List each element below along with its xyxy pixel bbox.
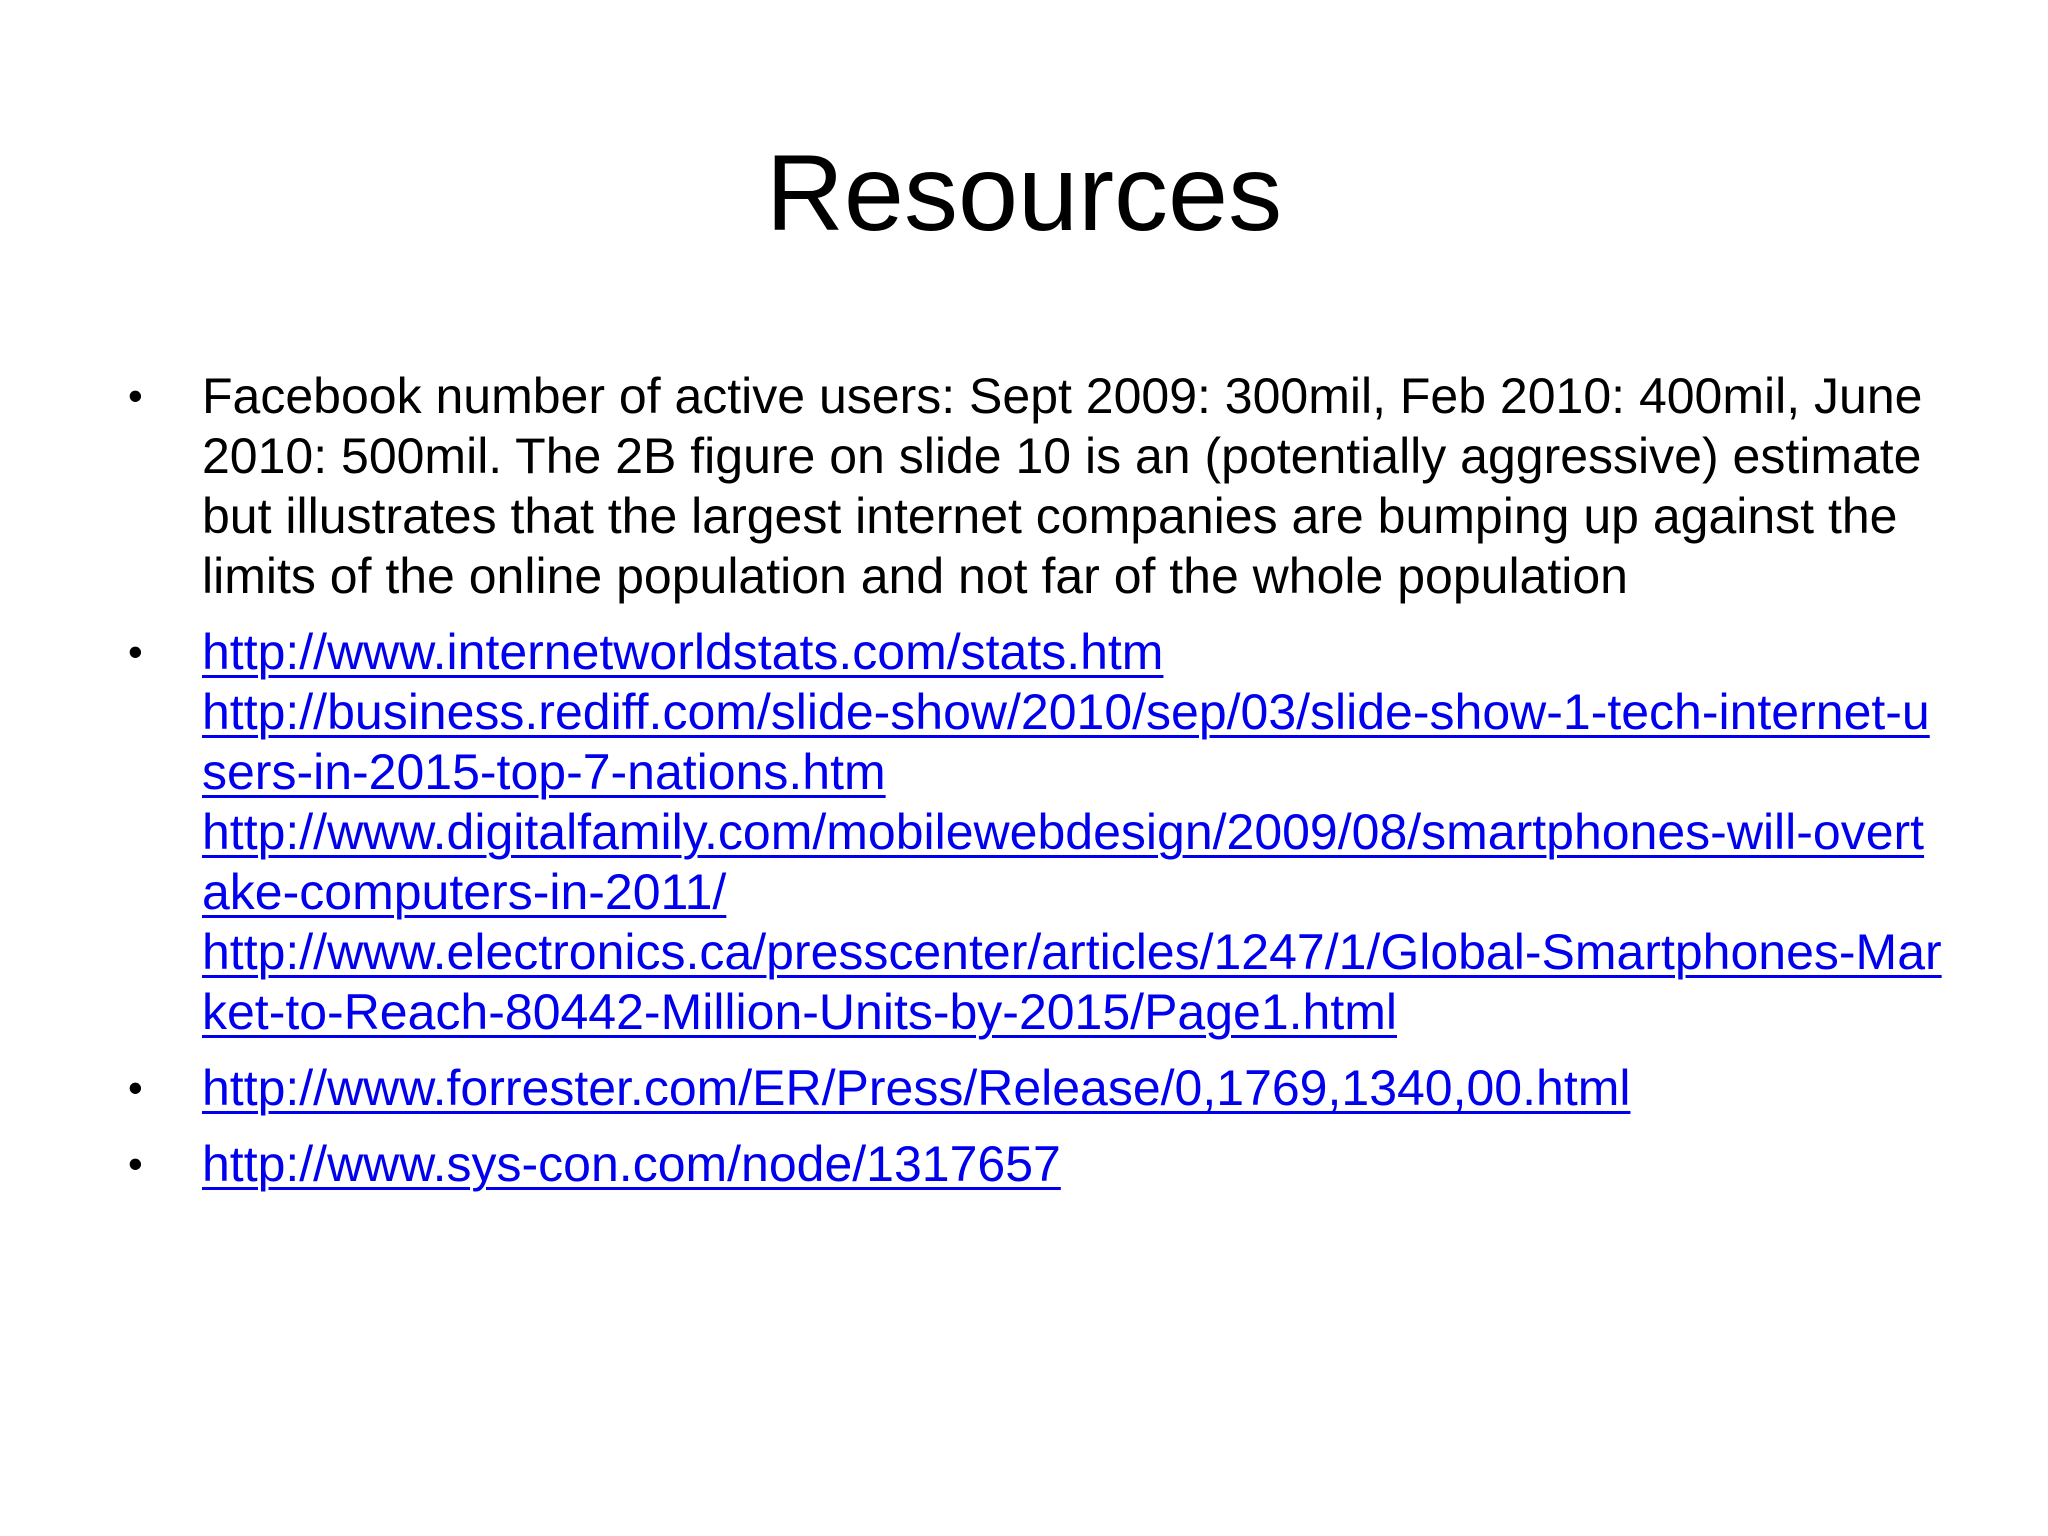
link-rediff[interactable]: http://business.rediff.com/slide-show/2010/sep/03/slide-show-1-tech-internet-users-in-2015-top-7-nations.htm xyxy=(202,684,1930,800)
bullet-item-syscon xyxy=(118,1134,1948,1194)
bullet-item-facebook-users xyxy=(118,366,1948,606)
bullet-dot-icon: • xyxy=(128,1140,143,1187)
link-electronics[interactable]: http://www.electronics.ca/presscenter/articles/1247/1/Global-Smartphones-Market-to-Reach-80442-Million-Units-by-2015/Page1.html xyxy=(202,924,1942,1040)
link-syscon[interactable]: http://www.sys-con.com/node/1317657 xyxy=(202,1136,1061,1192)
bullet-text: Facebook number of active users: Sept 2009: 300mil, Feb 2010: 400mil, June 2010: 500mil. The 2B figure on slide 10 is an (potentially aggressive) estimate but illustrates that the largest internet companies are bumping up against the limits of the online population and not far of the whole population xyxy=(202,368,1923,604)
bullet-list xyxy=(118,366,1948,1194)
link-digitalfamily[interactable]: http://www.digitalfamily.com/mobilewebdesign/2009/08/smartphones-will-overtake-computers-in-2011/ xyxy=(202,804,1925,920)
bullet-dot-icon: • xyxy=(128,1064,143,1111)
bullet-dot-icon: • xyxy=(128,372,143,419)
link-forrester[interactable]: http://www.forrester.com/ER/Press/Release/0,1769,1340,00.html xyxy=(202,1060,1631,1116)
bullet-dot-icon: • xyxy=(128,628,143,675)
link-internetworldstats[interactable]: http://www.internetworldstats.com/stats.htm xyxy=(202,624,1164,680)
bullet-item-forrester xyxy=(118,1058,1948,1118)
bullet-item-links-group xyxy=(118,622,1948,1042)
slide-title: Resources xyxy=(765,132,1283,253)
